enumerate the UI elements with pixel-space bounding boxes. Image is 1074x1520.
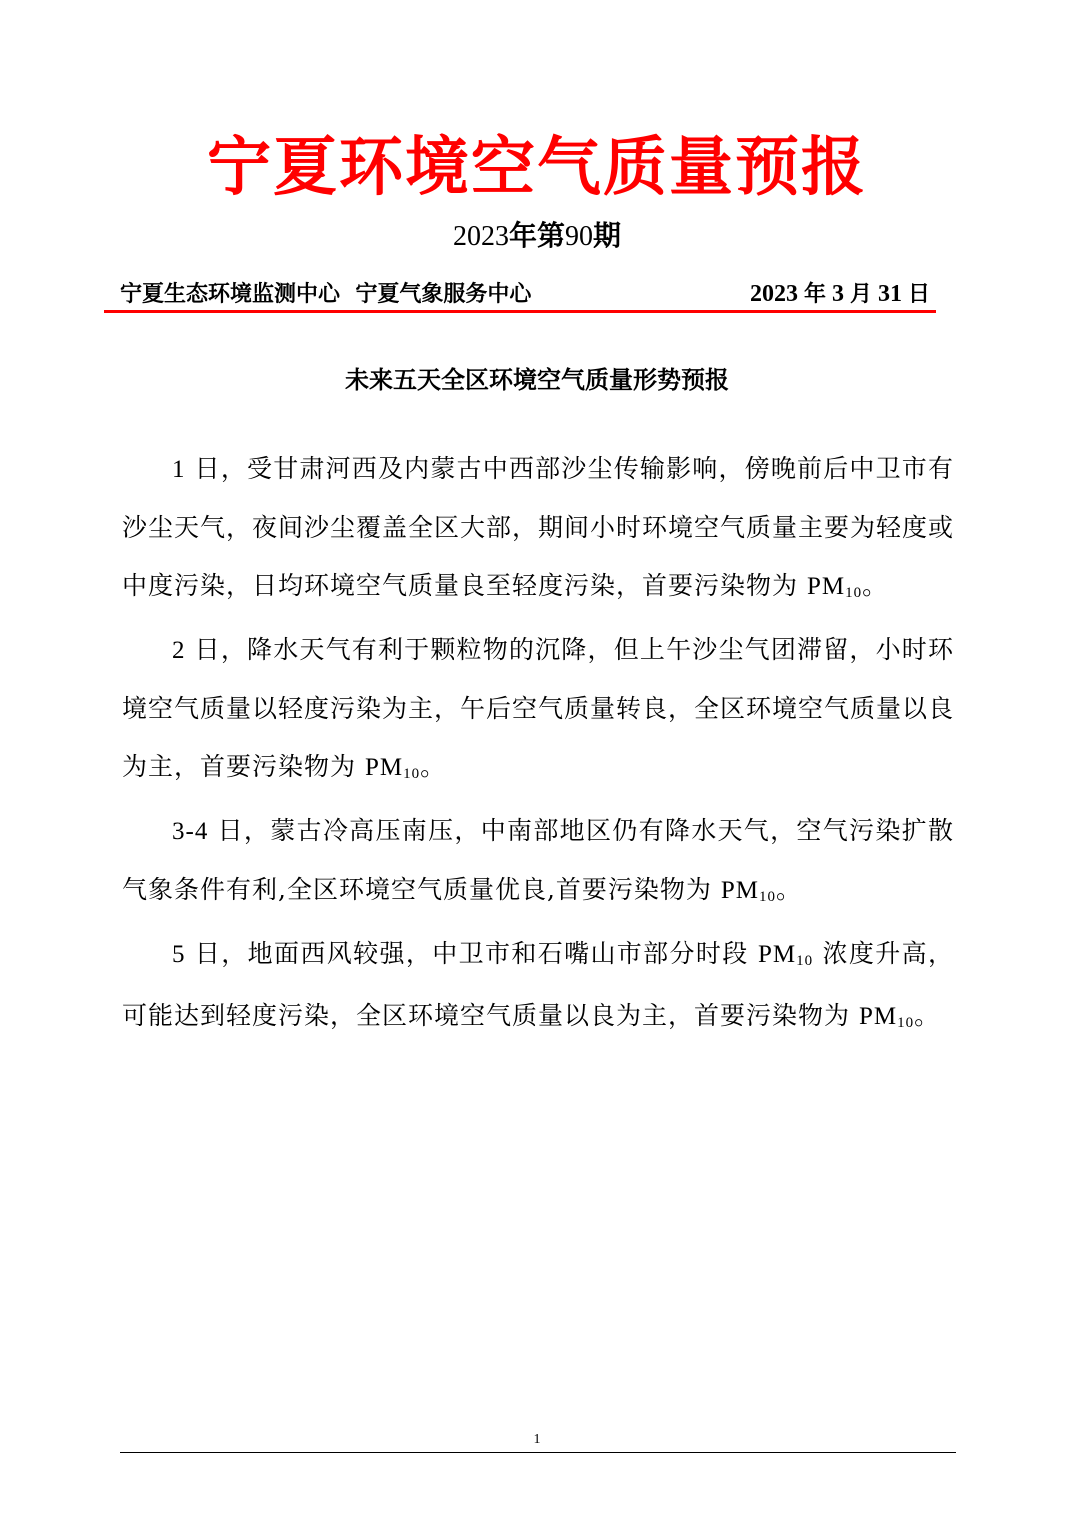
- publication-date: [750, 278, 930, 310]
- pollutant-name: PM: [720, 877, 759, 904]
- paragraph-end: 。: [862, 571, 889, 600]
- paragraph-end: 。: [914, 1001, 941, 1030]
- section-title: 未来五天全区环境空气质量形势预报: [345, 365, 729, 394]
- bulletin-title: 宁夏环境空气质量预报: [207, 130, 867, 205]
- paragraph-text: 日，降水天气有利于颗粒物的沉降，但上午沙尘气团滞留，小时环境空气质量以轻度污染为主，午后空气质量转良，全区环境空气质量以良为主，首要污染物为: [122, 635, 955, 781]
- header-divider: [104, 310, 936, 313]
- pollutant-name: PM: [858, 1003, 898, 1030]
- issue-number: [0, 214, 1074, 259]
- pollutant-subscript: 10: [403, 766, 421, 782]
- pollutant-subscript: 10: [897, 1015, 915, 1031]
- pollutant-name: PM: [758, 941, 797, 968]
- issue-number-value: 90: [565, 221, 593, 252]
- forecast-paragraph-day5: [122, 925, 954, 1049]
- date-month-suffix: 月: [849, 281, 872, 307]
- paragraph-end: 。: [420, 752, 447, 781]
- issue-year-suffix: 年第: [508, 219, 565, 252]
- paragraph-text-a: 日，地面西风较强，中卫市和石嘴山市部分时段: [194, 939, 749, 968]
- pollutant-name: PM: [806, 573, 846, 600]
- date-year: 2023: [749, 281, 798, 307]
- paragraph-text: 日，受甘肃河西及内蒙古中西部沙尘传输影响，傍晚前后中卫市有沙尘天气，夜间沙尘覆盖全区大部，期间小时环境空气质量主要为轻度或中度污染，日均环境空气质量良至轻度污染，首要污染物为: [122, 454, 955, 600]
- pollutant-subscript: 10: [796, 953, 814, 969]
- forecast-body: [122, 440, 954, 1051]
- pollutant-subscript: 10: [759, 889, 776, 905]
- pollutant-subscript: 10: [845, 585, 863, 601]
- paragraph-end: 。: [776, 875, 803, 904]
- pollutant-name: PM: [364, 754, 404, 781]
- forecast-paragraph-day2: [122, 621, 954, 800]
- issue-number-suffix: 期: [593, 219, 622, 252]
- day-label: 2: [172, 637, 186, 664]
- issuing-agencies: 宁夏生态环境监测中心 宁夏气象服务中心: [120, 281, 532, 307]
- page-number: 1: [533, 1432, 541, 1447]
- date-year-suffix: 年: [803, 281, 826, 307]
- footer-divider: [120, 1452, 956, 1453]
- masthead-row: [120, 278, 930, 310]
- issue-year: 2023: [452, 221, 509, 252]
- date-day-suffix: 日: [907, 281, 930, 307]
- paragraph-text-b: 浓度升高，可能达到轻度污染，全区环境空气质量以良为主，首要污染物为: [122, 939, 954, 1030]
- forecast-paragraph-day3-4: [122, 802, 954, 923]
- date-month: 3: [831, 281, 844, 307]
- day-label: 3-4: [172, 818, 209, 845]
- paragraph-text: 日，蒙古冷高压南压，中南部地区仍有降水天气，空气污染扩散气象条件有利,全区环境空气质量优良,首要污染物为: [122, 816, 954, 904]
- day-label: 5: [172, 941, 186, 968]
- date-day: 31: [877, 281, 902, 307]
- day-label: 1: [172, 456, 186, 483]
- forecast-paragraph-day1: [122, 440, 954, 619]
